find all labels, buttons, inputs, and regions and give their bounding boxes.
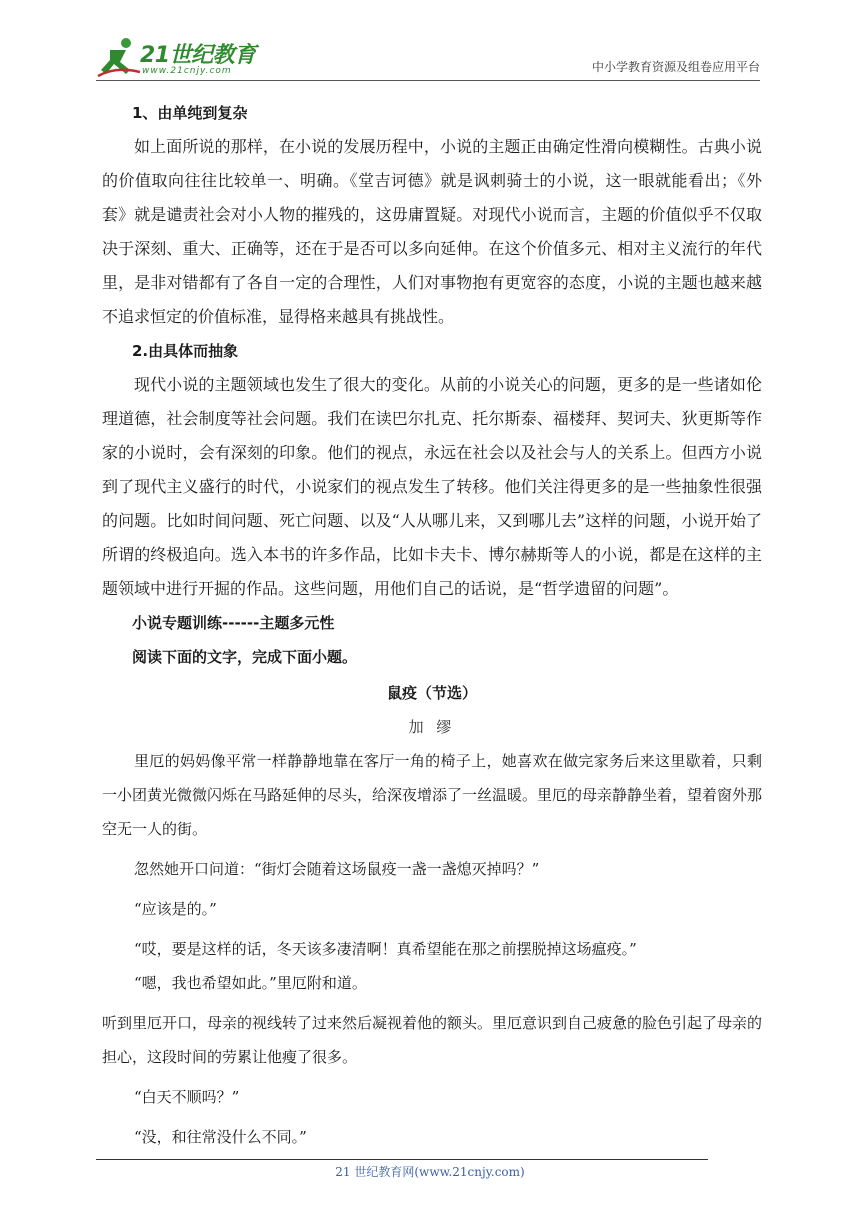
runner-icon [96,36,142,80]
story-paragraph: “嗯，我也希望如此。”里厄附和道。 [134,974,367,992]
story-title: 鼠疫（节选） [386,684,477,702]
story-paragraph: “白天不顺吗？” [134,1088,240,1106]
footer-divider [96,1159,708,1160]
story-author: 加 缪 [408,718,456,736]
story-paragraph: 听到里厄开口，母亲的视线转了过来然后凝视着他的额头。里厄意识到自己疲惫的脸色引起了母亲的担心，这段时间的劳累让他瘦了很多。 [102,1014,763,1066]
story-paragraph: “没，和往常没什么不同。” [134,1128,307,1146]
story-paragraph: “应该是的。” [134,900,217,918]
footer-link[interactable]: 21 世纪教育网(www.21cnjy.com) [335,1165,525,1179]
header-tagline: 中小学教育资源及组卷应用平台 [591,60,760,74]
reading-instruction: 阅读下面的文字，完成下面小题。 [132,648,358,666]
logo-url: www.21cnjy.com [142,66,232,76]
logo-text: 21世纪教育 [140,43,256,68]
section-paragraph-2: 现代小说的主题领域也发生了很大的变化。从前的小说关心的问题，更多的是一些诸如伦理道德，社会制度等社会问题。我们在读巴尔扎克、托尔斯泰、福楼拜、契诃夫、狄更斯等作家的小说时，会有深刻的印象。他们的视点，永远在社会以及社会与人的关系上。但西方小说到了现代主义盛行的时代，小说家们的视点发生了转移。他们关注得更多的是一些抽象性很强的问题。比如时间问题、死亡问题、以及“人从哪儿来，又到哪儿去”这样的问题，小说开始了所谓的终极追向。选入本书的许多作品，比如卡夫卡、博尔赫斯等人的小说，都是在这样的主题领域中进行开掘的作品。这些问题，用他们自己的话说，是“哲学遗留的问题”。 [102,375,762,598]
story-paragraph: 里厄的妈妈像平常一样静静地靠在客厅一角的椅子上，她喜欢在做完家务后来这里歇着，只剩一小团黄光微微闪烁在马路延伸的尽头，给深夜增添了一丝温暖。里厄的母亲静静坐着，望着窗外那空无一人的街。 [102,752,763,838]
story-paragraph: “哎，要是这样的话，冬天该多凄清啊！真希望能在那之前摆脱掉这场瘟疫。” [134,940,637,958]
story-paragraph: 忽然她开口问道：“街灯会随着这场鼠疫一盏一盏熄灭掉吗？” [134,860,540,878]
section-heading-2: 2.由具体而抽象 [132,342,239,360]
site-logo[interactable] [96,36,266,82]
training-heading: 小说专题训练------主题多元性 [132,614,335,632]
header-divider [96,80,760,81]
page-header [96,36,760,84]
section-paragraph-1: 如上面所说的那样，在小说的发展历程中，小说的主题正由确定性滑向模糊性。古典小说的价值取向往往比较单一、明确。《堂吉诃德》就是讽刺骑士的小说，这一眼就能看出；《外套》就是谴责社会对小人物的摧残的，这毋庸置疑。对现代小说而言，主题的价值似乎不仅取决于深刻、重大、正确等，还在于是否可以多向延伸。在这个价值多元、相对主义流行的年代里，是非对错都有了各自一定的合理性，人们对事物抱有更宽容的态度，小说的主题也越来越不追求恒定的价值标准，显得格来越具有挑战性。 [102,137,762,326]
document-body [102,96,762,1154]
section-heading-1: 1、由单纯到复杂 [132,104,248,122]
